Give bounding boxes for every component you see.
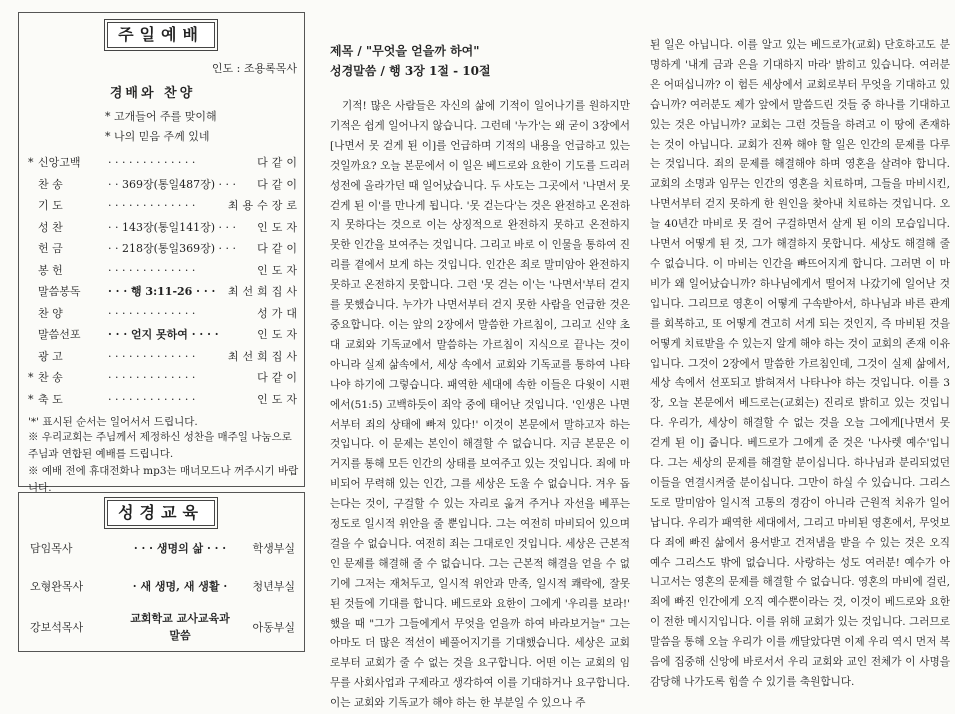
order-detail: · · · · · · · · · · · · · <box>108 371 196 384</box>
edu-topic: · 새 생명, 새 생활 · <box>132 580 228 593</box>
edu-group: 청년부실 <box>252 580 295 593</box>
order-leader: 다같이 <box>257 371 301 384</box>
order-row <box>28 281 303 302</box>
praise-title: 경배와 찬양 <box>109 86 196 101</box>
order-detail: · · · · · · · · · · · · · <box>108 349 196 363</box>
sermon-title: 제목 / "무엇을 얻을까 하여" <box>330 44 480 58</box>
order-row <box>28 152 303 173</box>
order-leader: 다같이 <box>257 242 301 255</box>
order-row <box>28 346 303 367</box>
order-detail: · · · · · · · · · · · · · <box>108 392 196 406</box>
order-detail: · · · · · · · · · · · · · <box>108 156 196 169</box>
order-row <box>28 324 303 345</box>
note-3: ※ 예배 전에 휴대전화나 mp3는 매너모드나 꺼주시기 바랍니다. <box>28 465 299 494</box>
note-2: ※ 우리교회는 주님께서 제정하신 성찬을 매주일 나눔으로 주님과 연합된 예배를 드립니다. <box>28 431 292 460</box>
order-label: 찬 양 <box>38 306 63 320</box>
order-row <box>28 174 303 195</box>
order-detail: · · 143장(통일141장) · · · <box>108 220 237 234</box>
edu-group: 학생부실 <box>252 542 295 555</box>
order-label: 신앙고백 <box>38 156 81 169</box>
education-row-3 <box>20 610 295 646</box>
order-label: 헌 금 <box>38 242 63 255</box>
edu-group: 아동부실 <box>252 621 295 634</box>
note-1: '*' 표시된 순서는 일어서서 드립니다. <box>28 416 198 428</box>
order-row <box>28 389 303 410</box>
left-panel <box>0 0 305 675</box>
order-label: 광 고 <box>38 349 63 363</box>
order-label: 성 찬 <box>38 220 63 234</box>
order-row <box>28 238 303 259</box>
order-row <box>28 303 303 324</box>
order-detail: · · · · · · · · · · · · · <box>108 306 196 320</box>
edu-leader: 강보석목사 <box>30 621 84 634</box>
order-label: 말씀선포 <box>38 328 81 341</box>
order-leader: 인도자 <box>257 263 301 277</box>
order-detail: · · · · · · · · · · · · · <box>108 199 196 212</box>
order-detail: · · · 얻지 못하여 · · · · <box>108 328 219 341</box>
order-label: 축 도 <box>38 392 63 406</box>
order-detail: · · 369장(통일487장) · · · <box>108 177 237 191</box>
order-leader: 성가대 <box>257 306 301 320</box>
order-leader: 인도자 <box>257 392 301 406</box>
order-label: 기 도 <box>38 199 63 212</box>
order-leader: 인도자 <box>257 220 301 234</box>
order-detail: · · · 행 3:11-26 · · · <box>108 285 216 298</box>
edu-topic: · · · 생명의 삶 · · · <box>133 542 227 555</box>
edu-leader: 오형완목사 <box>30 580 84 593</box>
order-leader: 최선희집사 <box>227 285 301 298</box>
sermon-body: 기적! 많은 사람들은 자신의 삶에 기적이 일어나기를 원하지만 기적은 쉽게 일어나지 않습니다. 그런데 '누가'는 왜 굳이 3장에서 [나면서 못 걷게 된 이]를 언급하며 기적의 내용을 언급하고 있는 것일까요? 오늘 본문에서 이 일은 베드로와 요한이 기도를 드리러 성전에 올라가던 때 일어났습니다. 두 사도는 그곳에서 '나면서 못 걷게 된 이'를 만나게 됩니다. '못 걷는다'는 것은 완전하고 온전하지 못하다는 것으로 이는 상징적으로 완전하지 못하고 온전하지 못한 인간을 보여주는 것입니다. 그리고 바로 이 인물을 통하여 진리를 곁에서 보게 하는 것입니다. 인간은 죄로 말미암아 완전하지 못하고 온전하지 못합니다. 그런 '못 걷는 이'는 '나면서'부터 걷지를 못했습니다. 누가가 나면서부터 걷지 못한 사람을 언급한 것은 중요합니다. 이는 앞의 2장에서 말씀한 가르침이, 그리고 신약 초대 교회와 기독교에서 말씀하는 가르침이 지식으로 끝나는 것이 아니라 실제 삶속에서, 세상 속에서 교회와 기독교를 통하여 나타나야 하기에 그렇습니다. 패역한 세대에 속한 이들은 다윗이 시편에서(51:5) 고백하듯이 죄악 중에 태어난 것입니다. '인생은 나면서부터 죄의 상태에 빠져 있다!' 이것이 본문에서 말하고자 하는 것입니다. 이 문제는 본인이 해결할 수 없습니다. 지금 본문은 이 거지를 통해 모든 인간의 상태를 보여주고 있는 것입니다. 죄에 마비되어 무력해 있는 인간, 그를 세상은 도울 수 없습니다. 겨우 돕는다는 것이, 구걸할 수 있는 자리로 옮겨 주거나 자선을 베푸는 정도로 일시적 위안을 줄 뿐입니다. 그는 여전히 마비되어 있으며 걸을 수 없습니다. 여전히 죄는 그대로인 것입니다. 세상은 근본적인 문제를 해결해 줄 수 없습니다. 그는 근본적 해결을 얻을 수 없기에 그저는 재처두고, 일시적 위안과 만족, 일시적 쾌락에, 잘못된 것들에 기대를 합니다. 베드로와 요한이 그에게 '우리를 보라!' 했을 때 "그가 그들에게서 무엇을 얻을까 하여 바라보거늘" 그는 아마도 더 많은 적선이 베풀어지기를 기대했습니다. 세상은 교회로부터 교회가 줄 수 없는 것을 요구합니다. 어떤 이는 교회의 임무를 사회사업과 구제라고 생각하여 이를 기대하거나 요구합니다. 이는 교회와 기독교가 해야 하는 한 부분일 수 있으나 주 <box>330 100 630 710</box>
order-row <box>28 217 303 238</box>
order-row <box>28 367 303 388</box>
song-2: * 나의 믿음 주께 있네 <box>105 130 210 143</box>
order-detail: · · 218장(통일369장) · · · <box>108 242 237 255</box>
edu-topic: 교회학교 교사교육과 말씀 <box>130 612 230 642</box>
worship-leader: 인도 : 조용록목사 <box>211 62 297 75</box>
sermon-scripture: 성경말씀 / 행 3장 1절 - 10절 <box>330 64 491 78</box>
edu-leader: 담임목사 <box>30 542 73 555</box>
order-label: 봉 헌 <box>38 263 63 277</box>
education-row-2 <box>20 578 295 596</box>
order-mark: * <box>28 156 34 169</box>
sermon-body-continued: 된 일은 아닙니다. 이를 알고 있는 베드로가(교회) 단호하고도 분명하게 '내게 금과 은을 기대하지 마라' 밝히고 있습니다. 여러분은 어떠십니까? 이 험든 세상에서 교회로부터 무엇을 기대하고 있습니까? 여러분도 제가 앞에서 말씀드린 것들 중 하나를 기대하고 있는 것은 아닙니까? 교회는 그런 것들을 하려고 이 땅에 존재하는 것이 아닙니다. 교회가 진짜 해야 할 일은 인간의 문제를 다루는 것입니다. 죄의 문제를 해결해야 하며 영혼을 살려야 합니다. 교회의 소명과 임무는 인간의 영혼을 치료하며, 그들을 마비시킨, 나면서부터 걷지 못하게 한 원인을 찾아내 치료하는 것입니다. 오늘 40년간 마비로 못 걸어 구걸하면서 살게 된 이의 모습입니다. 나면서 어떻게 된 것, 그가 해결하지 못합니다. 세상도 해결해 줄 수 없습니다. 이 마비는 인간을 빠뜨어지게 합니다. 그러면 이 마비가 왜 일어났습니까? 하나님에게서 떨어져 나갔기에 일어난 것입니다. 그리므로 영혼이 어떻게 구속받아서, 하나님과 바른 관계를 회복하고, 또 어떻게 견고히 서게 되는 것인지, 즉 마비된 것을 어떻게 치료받을 수 있는지 알게 해야 하는 것이 교회의 존재 이유입니다. 그것이 2장에서 말씀한 가르침인데, 그것이 실제 삶에서, 세상 속에서 선포되고 밝혀져서 나타나야 하는 것입니다. 이를 3장, 오늘 본문에서 베드로는(교회는) 진리로 밝히고 있는 것입니다. 우리가, 세상이 해결할 수 없는 것을 오늘 그에게[나면서 못 걷게 된 이] 줍니다. 베드로가 그에게 준 것은 '나사렛 예수'입니다. 그는 세상의 문제를 해결할 분이십니다. 하나님과 분리되었던 이들을 연결시켜줄 분이십니다. 그만이 하실 수 있습니다. 그리스도로 말미암아 일시적 고통의 경감이 아니라 근원적 치유가 일어납니다. 우리가 패역한 세대에서, 그리고 마비된 영혼에서, 무엇보다 죄에 빠진 삶에서 용서받고 건져냄을 받을 수 있는 것은 오직 예수 그리스도 밖에 없습니다. 사랑하는 성도 여러분! 예수가 아니고서는 영혼의 문제를 해결할 수 없습니다. 영혼의 마비에 걸린, 죄에 빠진 인간에게 오직 예수뿐이라는 것, 이것이 베드로와 요한이 전한 메시지입니다. 이를 위해 교회가 있는 것입니다. 그러므로 말씀을 통해 오늘 우리가 이를 깨달았다면 이제 우리 역시 먼저 복음에 집중해 신앙에 바로서서 우리 교회와 교인 전체가 이 사명을 감당해 나가도록 힘쓸 수 있기를 축원합니다. <box>650 39 950 688</box>
order-leader: 인도자 <box>257 328 301 341</box>
order-label: 찬 송 <box>38 177 63 191</box>
order-detail: · · · · · · · · · · · · · <box>108 263 196 277</box>
sermon-continuation-panel <box>650 0 955 688</box>
song-1: * 고개들어 주를 맞이해 <box>105 110 217 123</box>
education-row-1 <box>20 540 295 558</box>
order-row <box>28 195 303 216</box>
order-leader: 다같이 <box>257 177 301 191</box>
order-leader: 최용수장로 <box>227 199 301 212</box>
order-mark: * <box>28 392 34 406</box>
order-label: 말씀봉독 <box>38 285 81 298</box>
order-leader: 최선희집사 <box>227 349 301 363</box>
sermon-panel <box>330 0 630 710</box>
order-mark: * <box>28 371 34 384</box>
order-row <box>28 260 303 281</box>
worship-title: 주일예배 <box>107 22 215 48</box>
order-leader: 다같이 <box>257 156 301 169</box>
order-label: 찬 송 <box>38 371 63 384</box>
education-title: 성경교육 <box>107 500 215 526</box>
